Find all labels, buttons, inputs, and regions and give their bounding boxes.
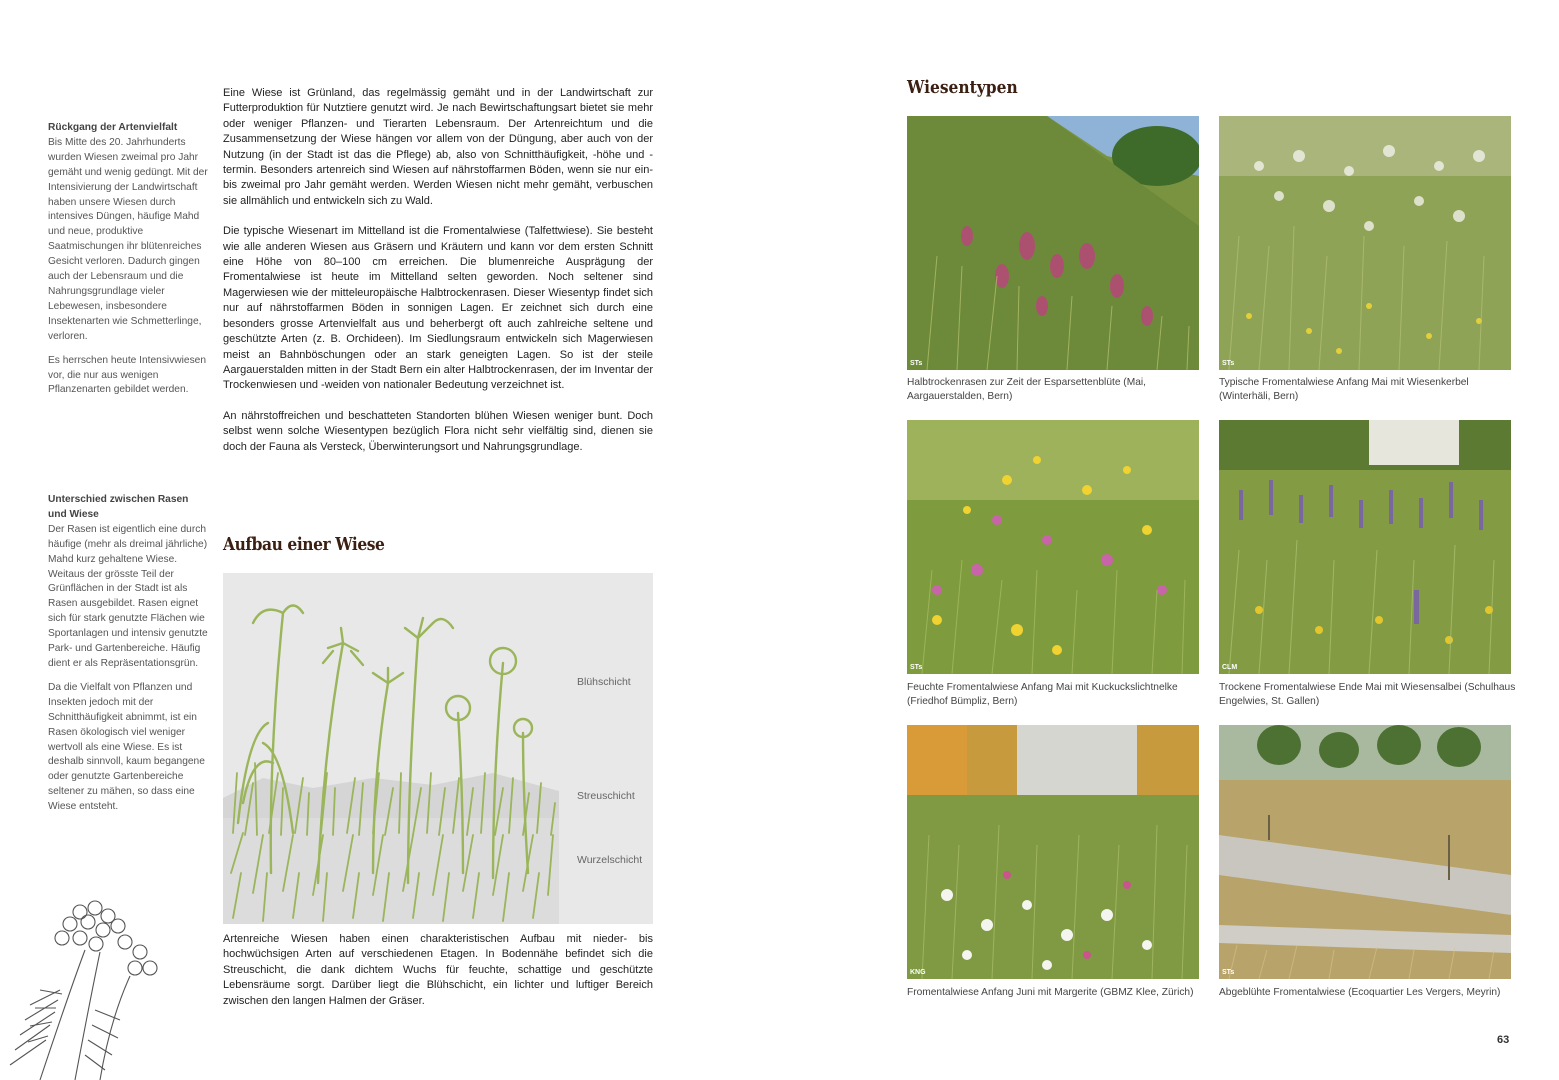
photo-caption: Typische Fromentalwiese Anfang Mai mit Wiesenkerbel (Winterhäli, Bern) xyxy=(1219,377,1469,402)
right-page xyxy=(780,0,1559,1080)
meadow-layers-illustration xyxy=(223,573,653,924)
meadow-types-title: Wiesentypen xyxy=(907,77,1018,98)
main-body-text xyxy=(223,86,653,470)
photo-halbtrockenrasen xyxy=(907,116,1199,370)
photo-fromentalwiese-wiesenkerbel xyxy=(1219,116,1511,370)
photo-fromentalwiese-margerite xyxy=(907,725,1199,979)
sidebar-paragraph: Es herrschen heute Intensivwiesen vor, die nur aus wenigen Pflanzenarten gebildet werden. xyxy=(48,354,206,396)
sidebar-paragraph: Da die Vielfalt von Pflanzen und Insekten jedoch mit der Schnitthäufigkeit abnimmt, ist ein Rasen ökologisch viel weniger wertvoll als eine Wiese. Es ist deshalb sinnvoll, kaum begangene oder genutzte Gartenbereiche seltener zu mähen, so dass eine Wiese entsteht. xyxy=(48,681,205,813)
photo-credit: STs xyxy=(910,360,923,367)
yarrow-flower-drawing xyxy=(0,890,200,1080)
sidebar-note-biodiversity-decline xyxy=(48,121,208,407)
sidebar-paragraph: Der Rasen ist eigentlich eine durch häufige (mehr als dreimal jährliche) Mahd kurz gehaltene Wiese. Weitaus der grösste Teil der Grünflächen in der Stadt ist als Rasen ausgebildet. Rasen eignet sich für stark genutzte Flächen wie Sportanlagen und intensiv genutzte Park- und Gartenbereiche. Häufig dient er als Repräsentationsgrün. xyxy=(48,523,208,669)
photo-credit: STs xyxy=(910,664,923,671)
sidebar-paragraph: Bis Mitte des 20. Jahrhunderts wurden Wiesen zweimal pro Jahr gemäht und wenig gedüngt. Mit der Intensivierung der Landwirtschaft haben unsere Wiesen durch intensives Düngen, häufige Mahd und neue, produktive Saatmischungen ihr blütenreiches Gesicht verloren. Dadurch gingen auch der Lebensraum und die Nahrungsgrundlage vieler Lebewesen, insbesondere Insektenarten wie Schmetterlinge, verloren. xyxy=(48,136,208,342)
sidebar-note-lawn-vs-meadow xyxy=(48,493,208,824)
photo-credit: CLM xyxy=(1222,664,1238,671)
meadow-structure-diagram xyxy=(223,573,653,924)
photo-abgebluehte-fromentalwiese xyxy=(1219,725,1511,979)
section-title: Aufbau einer Wiese xyxy=(223,534,385,555)
layer-label-bloom: Blühschicht xyxy=(577,676,631,688)
photo-caption: Fromentalwiese Anfang Juni mit Margerite (GBMZ Klee, Zürich) xyxy=(907,987,1194,998)
photo-credit: STs xyxy=(1222,360,1235,367)
photo-credit: KNG xyxy=(910,969,926,976)
sidebar-heading: Unterschied zwischen Rasen und Wiese xyxy=(48,494,189,520)
layer-label-root: Wurzelschicht xyxy=(577,854,643,866)
photo-feuchte-fromentalwiese xyxy=(907,420,1199,674)
photo-trockene-fromentalwiese xyxy=(1219,420,1511,674)
sidebar-heading: Rückgang der Artenvielfalt xyxy=(48,122,178,133)
body-paragraph: Die typische Wiesenart im Mittelland ist die Fromentalwiese (Talfettwiese). Sie besteht wie alle anderen Wiesen aus Gräsern und Kräutern und kann vor dem ersten Schnitt eine Höhe von 80–100 cm erreichen. Die blumenreiche Ausprägung der Fromentalwiese ist heute im Mittelland selten geworden. Noch seltener sind Magerwiesen wie der mitteleuropäische Halbtrockenrasen. Dieser Wiesentyp findet sich nur auf nährstoffarmen Böden in sonnigen Lagen. Er zeichnet sich durch eine besonders grosse Artenvielfalt aus und beherbergt oft auch zahlreiche seltene und geschützte Arten (z. B. Orchideen). Im Siedlungsraum entwickeln sich Magerwiesen meist an Bahnböschungen oder an stark geneigten Lagen. So ist der steile Aargauerstalden mitten in der Stadt Bern ein alter Halbtrockenrasen, der im Inventar der Trockenwiesen und -weiden von nationaler Bedeutung verzeichnet ist. xyxy=(223,225,653,392)
photo-caption: Trockene Fromentalwiese Ende Mai mit Wiesensalbei (Schulhaus Engelwies, St. Gallen) xyxy=(1219,682,1516,707)
diagram-description xyxy=(223,932,653,1024)
photo-caption: Halbtrockenrasen zur Zeit der Esparsettenblüte (Mai, Aargauerstalden, Bern) xyxy=(907,377,1146,402)
photo-caption: Abgeblühte Fromentalwiese (Ecoquartier Les Vergers, Meyrin) xyxy=(1219,987,1501,998)
page-number: 63 xyxy=(1497,1034,1510,1046)
photo-caption: Feuchte Fromentalwiese Anfang Mai mit Kuckuckslichtnelke (Friedhof Bümpliz, Bern) xyxy=(907,682,1178,707)
body-paragraph: Artenreiche Wiesen haben einen charakteristischen Aufbau mit nieder- bis hochwüchsigen Arten auf verschiedenen Etagen. In Bodennähe befindet sich die Streuschicht, die dank dichtem Wuchs für feuchte, schattige und geschützte Lebensräume sorgt. Darüber liegt die Blühschicht, ein lichter und luftiger Bereich zwischen den langen Halmen der Gräser. xyxy=(223,933,653,1007)
body-paragraph: An nährstoffreichen und beschatteten Standorten blühen Wiesen weniger bunt. Doch selbst wenn solche Wiesentypen bezüglich Flora nicht sehr vielfältig sind, dienen sie doch der Fauna als Versteck, Überwinterungsort und Nahrungsgrundlage. xyxy=(223,409,653,453)
layer-label-litter: Streuschicht xyxy=(577,790,635,802)
body-paragraph: Eine Wiese ist Grünland, das regelmässig gemäht und in der Landwirtschaft zur Futterproduktion für Nutztiere genutzt wird. Je nach Bewirtschaftungsart bietet sie mehr oder weniger Pflanzen- und Tierarten Lebensraum. Der Artenreichtum und die Zusammensetzung der Wiese hängen vor allem von der Düngung, aber auch von der Nutzung (in der Stadt ist das die Pflege) ab, also von Schnitthäufigkeit, -höhe und -termin. Besonders artenreich sind Wiesen auf nährstoffarmen Böden, wenn sie nur ein- bis zweimal pro Jahr gemäht werden. Werden Wiesen nicht mehr gemäht, verbuschen sie allmählich und entwickeln sich zu Wald. xyxy=(223,87,653,207)
photo-credit: STs xyxy=(1222,969,1235,976)
